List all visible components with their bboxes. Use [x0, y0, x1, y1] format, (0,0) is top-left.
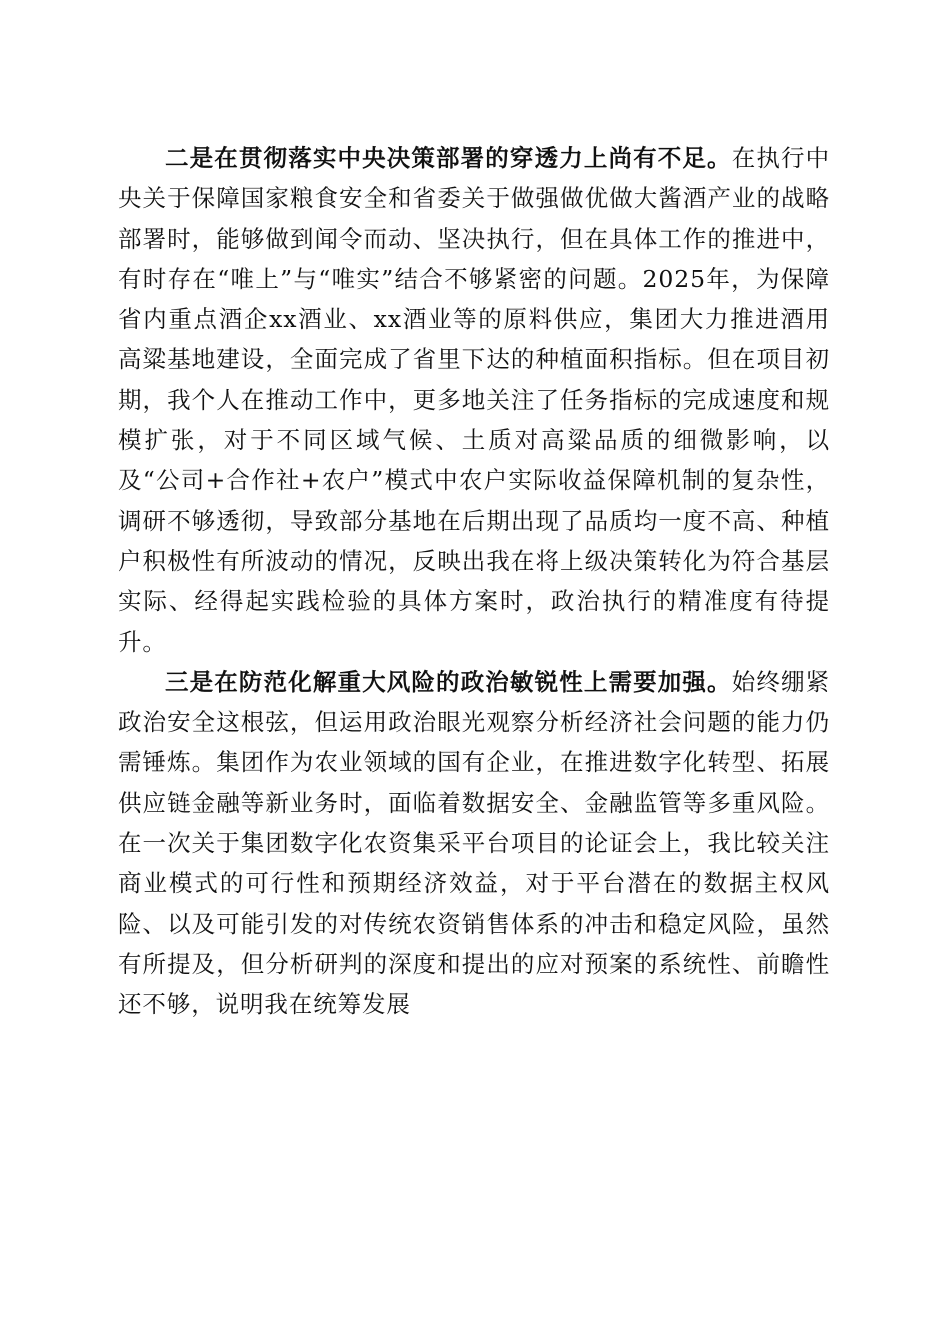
document-page: [118, 138, 830, 1025]
paragraph-3-risk-awareness: [118, 662, 830, 1025]
paragraph-2-body: 在执行中央关于保障国家粮食安全和省委关于做强做优做大酱酒产业的战略部署时，能够做到闻令而动、坚决执行，但在具体工作的推进中，有时存在“唯上”与“唯实”结合不够紧密的问题。2025年，为保障省内重点酒企xx酒业、xx酒业等的原料供应，集团大力推进酒用高粱基地建设，全面完成了省里下达的种植面积指标。但在项目初期，我个人在推动工作中，更多地关注了任务指标的完成速度和规模扩张，对于不同区域气候、土质对高粱品质的细微影响，以及“公司+合作社+农户”模式中农户实际收益保障机制的复杂性，调研不够透彻，导致部分基地在后期出现了品质均一度不高、种植户积极性有所波动的情况，反映出我在将上级决策转化为符合基层实际、经得起实践检验的具体方案时，政治执行的精准度有待提升。: [118, 144, 831, 656]
paragraph-2-heading: 二是在贯彻落实中央决策部署的穿透力上尚有不足。: [165, 144, 732, 172]
paragraph-3-heading: 三是在防范化解重大风险的政治敏锐性上需要加强。: [165, 667, 732, 696]
paragraph-3-body: 始终绷紧政治安全这根弦，但运用政治眼光观察分析经济社会问题的能力仍需锤炼。集团作为农业领域的国有企业，在推进数字化转型、拓展供应链金融等新业务时，面临着数据安全、金融监管等多重风险。在一次关于集团数字化农资集采平台项目的论证会上，我比较关注商业模式的可行性和预期经济效益，对于平台潜在的数据主权风险、以及可能引发的对传统农资销售体系的冲击和稳定风险，虽然有所提及，但分析研判的深度和提出的应对预案的系统性、前瞻性还不够，说明我在统筹发展: [118, 667, 831, 1019]
paragraph-2-political-execution: [118, 138, 830, 662]
